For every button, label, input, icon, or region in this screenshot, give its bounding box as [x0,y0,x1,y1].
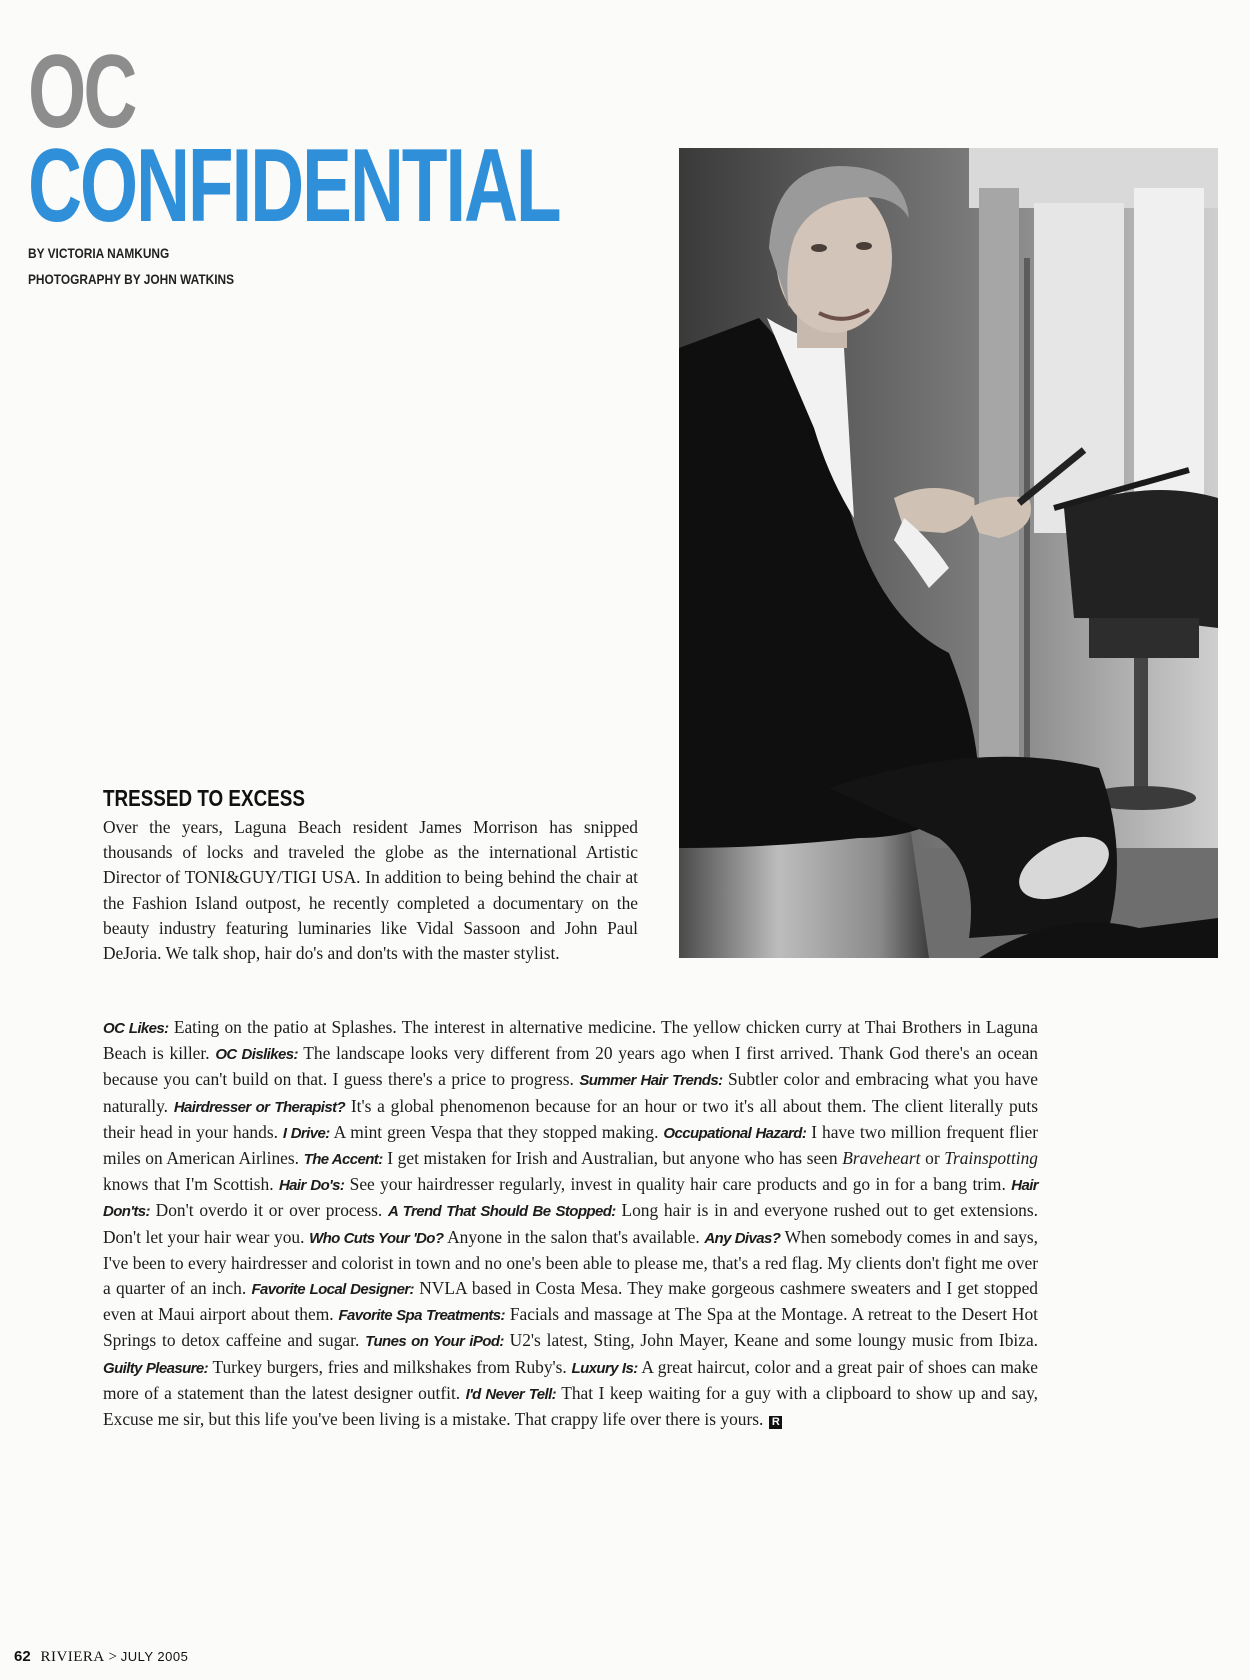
magazine-name: RIVIERA [40,1649,105,1665]
photo-credit: PHOTOGRAPHY BY JOHN WATKINS [28,271,235,287]
film-title: Trainspotting [944,1148,1038,1169]
end-mark-icon: R [769,1416,782,1429]
qa-answer: Long hair is in and everyone rushed out to get extensions. Don't let your hair wear you. [103,1200,1038,1247]
qa-answer: Subtler color and embracing what you have naturally. [103,1069,1039,1116]
qa-answer: The landscape looks very different from 20 years ago when I first arrived. Thank God there's an ocean because you can't build on that. I guess there's a price to progress. [103,1043,1039,1090]
qa-label: Guilty Pleasure: [103,1359,209,1377]
qa-answer: knows that I'm Scottish. [103,1174,279,1195]
qa-answer: Anyone in the salon that's available. [443,1226,705,1247]
qa-paragraph [103,1015,1038,1432]
byline: BY VICTORIA NAMKUNG [28,245,170,261]
qa-label: OC Dislikes: [215,1046,298,1064]
qa-answer: Facials and massage at The Spa at the Montage. A retreat to the Desert Hot Springs to detox caffeine and sugar. [103,1304,1039,1351]
qa-answer: or [920,1148,945,1169]
separator-icon: > [108,1649,117,1665]
qa-answer: U2's latest, Sting, John Mayer, Keane and some loungy music from Ibiza. [503,1330,1039,1351]
qa-label: I'd Never Tell: [465,1385,557,1403]
qa-answer: Eating on the patio at Splashes. The interest in alternative medicine. The yellow chicken curry at Thai Brothers in Laguna Beach is killer. [103,1017,1038,1064]
article-title [28,34,766,244]
qa-label: Favorite Local Designer: [251,1281,414,1299]
qa-label: Summer Hair Trends: [579,1072,723,1090]
qa-label: I Drive: [282,1124,330,1142]
qa-label: Any Divas? [704,1229,781,1247]
page-footer [14,1648,188,1666]
title-confidential: CONFIDENTIAL [28,128,560,244]
qa-label: Occupational Hazard: [663,1124,807,1142]
page-number: 62 [14,1648,31,1665]
qa-label: The Accent: [303,1151,383,1169]
qa-answer: That I keep waiting for a guy with a clipboard to show up and say, Excuse me sir, but this life you've been living is a mistake. That crappy life over there is yours. [103,1382,1038,1430]
qa-label: A Trend That Should Be Stopped: [388,1203,616,1221]
qa-answer: It's a global phenomenon because for an hour or two it's all about them. The client literally puts their head in your hands. [103,1095,1038,1142]
portrait-photo-illustration [679,148,1218,958]
intro-paragraph: Over the years, Laguna Beach resident James Morrison has snipped thousands of locks and traveled the globe as the international Artistic Director of TONI&GUY/TIGI USA. In addition to being behind the chair at the Fashion Island outpost, he recently completed a documentary on the beauty industry featuring luminaries like Vidal Sassoon and John Paul DeJoria. We talk shop, hair do's and don'ts with the master stylist. [103,817,638,964]
qa-answer: A mint green Vespa that they stopped making. [329,1121,664,1142]
qa-answer: See your hairdresser regularly, invest in quality hair care products and go in for a bang trim. [344,1174,1012,1195]
qa-label: Hairdresser or Therapist? [173,1098,346,1116]
qa-answer: Turkey burgers, fries and milkshakes from Ruby's. [208,1356,572,1377]
qa-answer: A great haircut, color and a great pair of shoes can make more of a statement than the latest designer outfit. [103,1356,1038,1403]
credits [28,240,270,292]
issue-date: JULY 2005 [120,1649,189,1664]
qa-answer: I have two million frequent flier miles on American Airlines. [103,1121,1038,1169]
qa-answer: When somebody comes in and says, I've been to every hairdresser and colorist in town and no one's been able to please me, that's a red flag. My clients don't fight me over a quarter of an inch. [103,1226,1038,1299]
qa-label: Luxury Is: [571,1359,638,1377]
qa-label: Hair Don'ts: [103,1177,1038,1221]
film-title: Braveheart [842,1148,921,1169]
qa-label: OC Likes: [103,1020,169,1037]
qa-answer: NVLA based in Costa Mesa. They make gorgeous cashmere sweaters and I get stopped even at Maui airport about them. [103,1278,1038,1325]
title-oc: OC [28,34,135,150]
qa-label: Favorite Spa Treatments: [338,1307,505,1325]
portrait-photo [679,148,1218,958]
qa-label: Tunes on Your iPod: [365,1333,504,1351]
qa-answer: Don't overdo it or over process. [149,1200,389,1221]
qa-label: Who Cuts Your 'Do? [309,1229,444,1247]
section-heading: TRESSED TO EXCESS [103,785,305,811]
qa-label: Hair Do's: [278,1177,345,1195]
qa-answer: I get mistaken for Irish and Australian, but anyone who has seen [382,1148,843,1169]
